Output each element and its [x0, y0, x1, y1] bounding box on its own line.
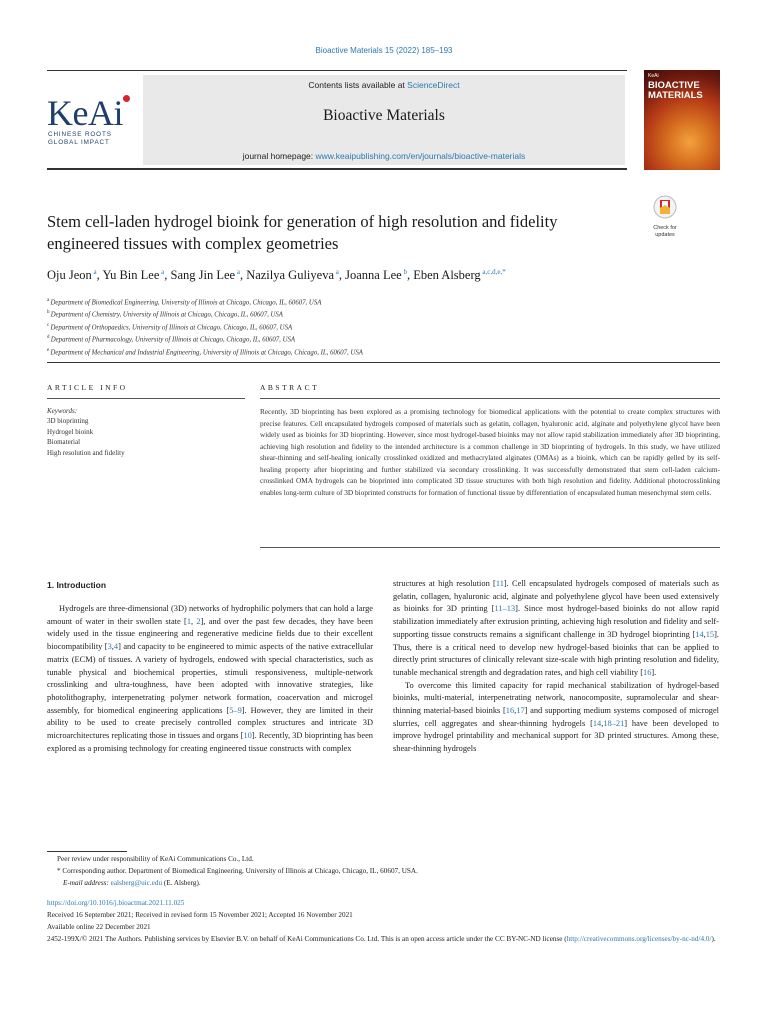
license-prefix: 2452-199X/© 2021 The Authors. Publishing services by Elsevier B.V. on behalf of KeAi Communications Co. Ltd. This is an open access article under the CC BY-NC-ND license (	[47, 935, 567, 943]
author-name[interactable]: Sang Jin Lee	[170, 268, 236, 283]
email-suffix: (E. Alsberg).	[162, 879, 201, 887]
affiliation-key: d	[47, 335, 51, 341]
license-suffix: ).	[711, 935, 716, 943]
affiliation-key: e	[47, 347, 51, 353]
affiliation-key: a	[47, 298, 51, 303]
introduction-right-column	[393, 578, 719, 756]
email-label: E-mail address:	[63, 879, 109, 887]
footnotes	[47, 853, 720, 889]
introduction-heading: 1. Introduction	[47, 580, 107, 590]
header-bottom-rule	[47, 168, 627, 170]
author-separator: ,	[239, 268, 247, 283]
keyword-item: High resolution and fidelity	[47, 448, 125, 457]
intro-paragraph-2: To overcome this limited capacity for rapid mechanical stabilization of hydrogel-based bioinks, multi-material, interpenetrating network, nanocomposite, supramolecular and shear-thinning material-based bioinks [16,17] and supporting medium systems composed of microgel slurries, cell aggregates and shear-thinning hydrogels [14,18–21] have been developed to improve hydrogel printability and mechanical support for 3D printed structures. Among these, shear-thinning hydrogels	[393, 680, 719, 754]
keyword-item: Hydrogel bioink	[47, 427, 94, 436]
contents-line	[143, 80, 625, 90]
paper-title: Stem cell-laden hydrogel bioink for generation of high resolution and fidelity engineered tissues with complex geometries	[47, 212, 558, 253]
article-info-heading: ARTICLE INFO	[47, 383, 128, 392]
author-name[interactable]: Yu Bin Lee	[102, 268, 160, 283]
available-online: Available online 22 December 2021	[47, 923, 151, 931]
affiliation-key: b	[47, 310, 51, 316]
crossmark-label-line1: Check for	[653, 225, 677, 231]
article-info-top-rule	[47, 362, 720, 363]
crossmark-label	[646, 225, 684, 238]
sciencedirect-link[interactable]: ScienceDirect	[407, 80, 460, 90]
author-affiliation-mark[interactable]: a	[334, 268, 339, 276]
received-dates: Received 16 September 2021; Received in revised form 15 November 2021; Accepted 16 November 2021	[47, 911, 353, 919]
abstract-bottom-rule	[260, 547, 720, 548]
keyword-item: Biomaterial	[47, 438, 81, 447]
affiliation-text: Department of Mechanical and Industrial Engineering, University of Illinois at Chicago, Chicago, IL, 60607, USA	[50, 349, 363, 357]
author-affiliation-mark[interactable]: a	[91, 268, 97, 276]
email-link[interactable]: ealsberg@uic.edu	[110, 879, 163, 887]
affiliation-text: Department of Biomedical Engineering, University of Illinois at Chicago, Chicago, IL, 60607, USA	[50, 299, 322, 307]
author-separator: ,	[164, 268, 171, 283]
intro-paragraph-1-continued: structures at high resolution [11]. Cell encapsulated hydrogels composed of materials such as gelatin, collagen, hyaluronic acid, alginate and polyethylene glycol have been used extensively as bioinks for 3D printing [11–13]. Since most hydrogel-based bioinks do not allow rapid stabilization immediately after extrusion printing, achieving high resolution and fidelity and self-supporting tissue constructs remains a significant challenge in 3D hydrogel bioprinting [14,15]. Thus, there is a critical need to develop new hydrogel-based bioinks that can be applied to directly print structures of clinically relevant size-scale with high printing resolution and fidelity, tunable mechanical strength and degradation rates, and high cell viability [16].	[393, 579, 720, 677]
keai-wordmark: KeAi	[47, 93, 123, 133]
license-statement	[47, 933, 720, 945]
journal-name: Bioactive Materials	[323, 107, 445, 124]
keyword-item: 3D bioprinting	[47, 417, 89, 426]
intro-paragraph-1: Hydrogels are three-dimensional (3D) networks of hydrophilic polymers that can hold a large amount of water in their swollen state [1, 2], and over the past few decades, they have been widely used in the tissue engineering and regenerative medicine fields due to their excellent biocompatibility [3,4] and capacity to be engineered to mimic aspects of the native extracellular matrix (ECM) of tissues. A variety of hydrogels, endowed with special characteristics, such as tunable physical and biochemical properties, stimuli responsiveness, multiple-network crosslinking and ultra-toughness, have been adopted with innovative strategies, like photolithography, interpenetrating polymer network formation, coacervation and microgel assembly, for biomedical engineering applications [5–9]. However, they are limited in their ability to be used to create precisely controlled complex structures and intricate 3D microarchitectures replicating those in tissues and organs [10]. Recently, 3D bioprinting has been explored as a promising technology for creating engineered tissue constructs with complex	[47, 604, 373, 753]
contents-prefix: Contents lists available at	[308, 80, 408, 90]
affiliation-text: Department of Orthopaedics, University of Illinois at Chicago, Chicago, IL, 60607, USA	[50, 324, 293, 332]
author-affiliation-mark[interactable]: a,c,d,e,*	[480, 268, 506, 276]
author-affiliation-mark[interactable]: a	[159, 268, 165, 276]
keywords-block	[47, 406, 247, 458]
author-affiliation-mark[interactable]: a	[235, 268, 240, 276]
author-separator: ,	[338, 268, 346, 283]
author-name[interactable]: Eben Alsberg	[413, 268, 481, 283]
article-metadata	[47, 897, 720, 945]
license-link[interactable]: http://creativecommons.org/licenses/by-nc-nd/4.0/	[566, 935, 712, 943]
crossmark-label-line2: updates	[655, 231, 675, 238]
keai-tagline-2: GLOBAL IMPACT	[48, 139, 110, 146]
journal-citation[interactable]: Bioactive Materials 15 (2022) 185–193	[315, 46, 453, 55]
author-name[interactable]: Nazilya Guliyeva	[246, 268, 334, 283]
corresponding-text: Corresponding author. Department of Biomedical Engineering, University of Illinois at Chicago, Chicago, IL, 60607, USA.	[60, 867, 418, 875]
cover-publisher: KeAi	[648, 73, 659, 79]
corresponding-author-note	[47, 865, 720, 877]
check-for-updates-button[interactable]	[646, 195, 684, 238]
affiliation-text: Department of Pharmacology, University of Illinois at Chicago, Chicago, IL, 60607, USA	[50, 336, 296, 344]
peer-review-note: Peer review under responsibility of KeAi Communications Co., Ltd.	[57, 855, 254, 863]
author-separator: ,	[96, 268, 103, 283]
affiliation-key: c	[47, 322, 51, 328]
abstract-heading: ABSTRACT	[260, 383, 320, 392]
affiliation-item	[47, 321, 687, 333]
article-info-rule	[47, 398, 245, 399]
keai-logo-dot-icon	[123, 95, 130, 102]
affiliation-item	[47, 296, 687, 308]
keai-tagline-1: CHINESE ROOTS	[48, 131, 112, 138]
journal-homepage-line	[143, 151, 625, 161]
affiliation-item	[47, 333, 687, 345]
affiliation-item	[47, 346, 687, 358]
author-name[interactable]: Joanna Lee	[345, 268, 402, 283]
email-note	[47, 877, 720, 889]
header-top-rule	[47, 70, 627, 71]
keai-logo	[47, 95, 133, 147]
doi-link[interactable]: https://doi.org/10.1016/j.bioactmat.2021.11.025	[47, 899, 185, 907]
author-name[interactable]: Oju Jeon	[47, 268, 92, 283]
keywords-label: Keywords:	[47, 407, 78, 415]
homepage-prefix: journal homepage:	[242, 151, 316, 161]
journal-homepage-link[interactable]: www.keaipublishing.com/en/journals/bioactive-materials	[315, 151, 526, 161]
abstract-text: Recently, 3D bioprinting has been explored as a promising technology for biomedical applications with the potential to create complex structures with precise features. Cell encapsulated hydrogels composed of materials such as gelatin, collagen, hyaluronic acid, alginate and polyethylene glycol have been widely used as bioinks for 3D bioprinting. However, since most hydrogel-based bioinks may not allow rapid stabilization immediately after 3D bioprinting, achieving high resolution and fidelity to the intended architecture is a common challenge in 3D bioprinting of hydrogels. In this study, we have utilized shear-thinning and self-healing ionically crosslinked oxidized and methacrylated alginates (OMAs) as a bioink, which can be rapidly gelled by its self-healing property after bioprinting and further stabilized via secondary crosslinking. It was successfully demonstrated that stem cell-laden calcium-crosslinked OMA hydrogels can be bioprinted into complicated 3D tissue structures with both high resolution and fidelity. Additional photocrosslinking enables long-term culture of 3D bioprinted constructs for formation of functional tissue by differentiation of encapsulated human mesenchymal stem cells.	[260, 407, 720, 497]
crossmark-icon	[653, 195, 677, 219]
author-affiliation-mark[interactable]: b	[401, 268, 407, 276]
author-list	[47, 268, 687, 283]
affiliation-text: Department of Chemistry, University of Illinois at Chicago, Chicago, IL, 60607, USA	[50, 311, 283, 319]
author-separator: ,	[406, 268, 414, 283]
affiliation-list	[47, 296, 687, 358]
affiliation-item	[47, 308, 687, 320]
corresponding-mark: *	[57, 867, 61, 875]
footnote-rule	[47, 851, 127, 852]
cover-title: BIOACTIVE MATERIALS	[648, 80, 703, 101]
introduction-left-column	[47, 603, 373, 755]
abstract-rule	[260, 398, 720, 399]
journal-cover-image[interactable]	[644, 70, 720, 170]
